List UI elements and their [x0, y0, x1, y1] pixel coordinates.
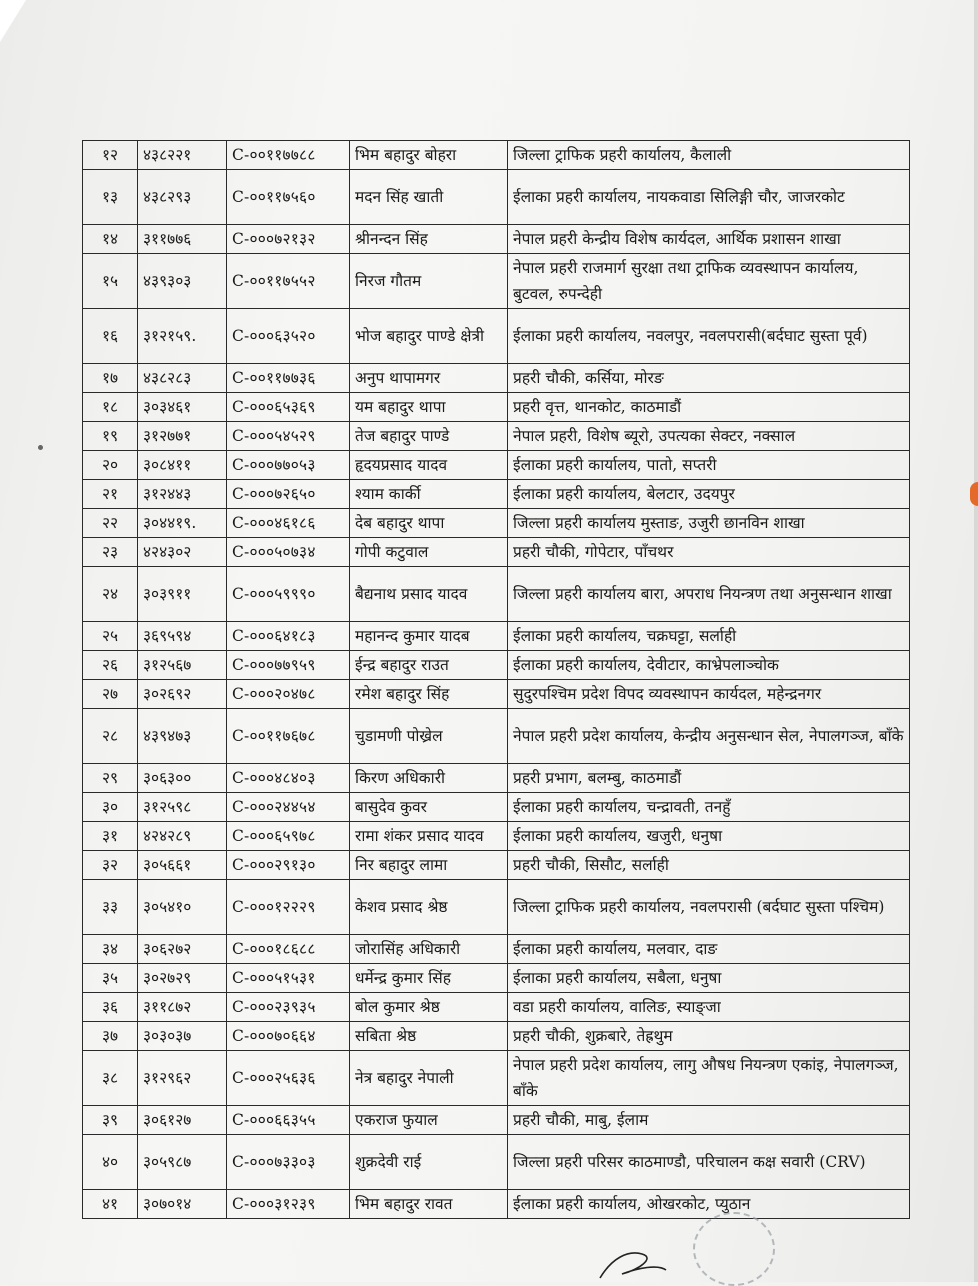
table-row — [83, 567, 910, 622]
table-row — [83, 1135, 910, 1190]
office-cell: ईलाका प्रहरी कार्यालय, नायकवाडा सिलिङ्गी चौर, जाजरकोट — [508, 170, 910, 225]
police-number-cell: ३०८४११ — [138, 451, 227, 480]
office-cell: ईलाका प्रहरी कार्यालय, चन्द्रावती, तनहुँ — [508, 793, 910, 822]
employee-id-cell: C-०००४८४०३ — [227, 764, 350, 793]
table-row — [83, 822, 910, 851]
employee-id-cell: C-०००३१२३९ — [227, 1190, 350, 1219]
serial-number-cell: २२ — [83, 509, 138, 538]
police-number-cell: ४३९३०३ — [138, 254, 227, 309]
office-cell: नेपाल प्रहरी प्रदेश कार्यालय, लागु औषध नियन्त्रण एकांइ, नेपालगञ्ज, बाँके — [508, 1051, 910, 1106]
serial-number-cell: १८ — [83, 393, 138, 422]
name-cell: बासुदेव कुवर — [350, 793, 508, 822]
name-cell: रमेश बहादुर सिंह — [350, 680, 508, 709]
police-number-cell: ३१२७७१ — [138, 422, 227, 451]
name-cell: रामा शंकर प्रसाद यादव — [350, 822, 508, 851]
serial-number-cell: १२ — [83, 141, 138, 170]
office-cell: प्रहरी चौकी, शुक्रबारे, तेह्रथुम — [508, 1022, 910, 1051]
serial-number-cell: १६ — [83, 309, 138, 364]
office-cell: नेपाल प्रहरी केन्द्रीय विशेष कार्यदल, आर्थिक प्रशासन शाखा — [508, 225, 910, 254]
table-row — [83, 1051, 910, 1106]
office-cell: प्रहरी प्रभाग, बलम्बु, काठमाडौं — [508, 764, 910, 793]
office-cell: ईलाका प्रहरी कार्यालय, चक्रघट्टा, सर्लाही — [508, 622, 910, 651]
table-row — [83, 880, 910, 935]
table-row — [83, 993, 910, 1022]
signature-scribble — [598, 1248, 668, 1282]
name-cell: केशव प्रसाद श्रेष्ठ — [350, 880, 508, 935]
name-cell: किरण अधिकारी — [350, 764, 508, 793]
office-cell: प्रहरी चौकी, गोपेटार, पाँचथर — [508, 538, 910, 567]
page-corner-fold — [0, 0, 26, 42]
serial-number-cell: ३८ — [83, 1051, 138, 1106]
name-cell: बोल कुमार श्रेष्ठ — [350, 993, 508, 1022]
office-cell: ईलाका प्रहरी कार्यालय, ओखरकोट, प्युठान — [508, 1190, 910, 1219]
name-cell: भिम बहादुर रावत — [350, 1190, 508, 1219]
serial-number-cell: ३७ — [83, 1022, 138, 1051]
police-number-cell: ३१२९६२ — [138, 1051, 227, 1106]
office-cell: ईलाका प्रहरी कार्यालय, बेलटार, उदयपुर — [508, 480, 910, 509]
table-row — [83, 480, 910, 509]
office-cell: ईलाका प्रहरी कार्यालय, नवलपुर, नवलपरासी(बर्दघाट सुस्ता पूर्व) — [508, 309, 910, 364]
employee-id-cell: C-०००१२२२९ — [227, 880, 350, 935]
employee-id-cell: C-०००७२१३२ — [227, 225, 350, 254]
office-cell: नेपाल प्रहरी प्रदेश कार्यालय, केन्द्रीय अनुसन्धान सेल, नेपालगञ्ज, बाँके — [508, 709, 910, 764]
name-cell: श्याम कार्की — [350, 480, 508, 509]
police-number-cell: ३६९५९४ — [138, 622, 227, 651]
employee-id-cell: C-०००४६१८६ — [227, 509, 350, 538]
serial-number-cell: २५ — [83, 622, 138, 651]
office-cell: ईलाका प्रहरी कार्यालय, देवीटार, काभ्रेपलाञ्चोक — [508, 651, 910, 680]
serial-number-cell: ३१ — [83, 822, 138, 851]
table-row — [83, 764, 910, 793]
employee-id-cell: C-०००७७९५९ — [227, 651, 350, 680]
table-row — [83, 170, 910, 225]
table-row — [83, 364, 910, 393]
employee-id-cell: C-०००५९९९० — [227, 567, 350, 622]
table-row — [83, 393, 910, 422]
employee-id-cell: C-०००७७०५३ — [227, 451, 350, 480]
name-cell: सबिता श्रेष्ठ — [350, 1022, 508, 1051]
table-row — [83, 793, 910, 822]
employee-id-cell: C-०००१८६८८ — [227, 935, 350, 964]
police-number-cell: ३०५९८७ — [138, 1135, 227, 1190]
name-cell: निरज गौतम — [350, 254, 508, 309]
serial-number-cell: २१ — [83, 480, 138, 509]
name-cell: शुक्रदेवी राई — [350, 1135, 508, 1190]
table-row — [83, 680, 910, 709]
office-cell: जिल्ला ट्राफिक प्रहरी कार्यालय, नवलपरासी (बर्दघाट सुस्ता पश्चिम) — [508, 880, 910, 935]
employee-id-cell: C-०००२९१३० — [227, 851, 350, 880]
serial-number-cell: ३३ — [83, 880, 138, 935]
employee-id-cell: C-०००५०७३४ — [227, 538, 350, 567]
table-row — [83, 622, 910, 651]
name-cell: यम बहादुर थापा — [350, 393, 508, 422]
office-cell: ईलाका प्रहरी कार्यालय, पातो, सप्तरी — [508, 451, 910, 480]
serial-number-cell: १५ — [83, 254, 138, 309]
name-cell: ईन्द्र बहादुर राउत — [350, 651, 508, 680]
personnel-table — [82, 140, 910, 1219]
name-cell: महानन्द कुमार यादब — [350, 622, 508, 651]
name-cell: धर्मेन्द्र कुमार सिंह — [350, 964, 508, 993]
table-row — [83, 709, 910, 764]
office-cell: नेपाल प्रहरी राजमार्ग सुरक्षा तथा ट्राफिक व्यवस्थापन कार्यालय, बुटवल, रुपन्देही — [508, 254, 910, 309]
employee-id-cell: C-००११७६७८ — [227, 709, 350, 764]
employee-id-cell: C-०००२०४७८ — [227, 680, 350, 709]
office-cell: प्रहरी वृत्त, थानकोट, काठमाडौं — [508, 393, 910, 422]
employee-id-cell: C-०००६३५२० — [227, 309, 350, 364]
name-cell: भोज बहादुर पाण्डे क्षेत्री — [350, 309, 508, 364]
table-row — [83, 451, 910, 480]
police-number-cell: ३०६३०० — [138, 764, 227, 793]
employee-id-cell: C-०००२३९३५ — [227, 993, 350, 1022]
employee-id-cell: C-०००७०६६४ — [227, 1022, 350, 1051]
office-cell: सुदुरपश्चिम प्रदेश विपद व्यवस्थापन कार्यदल, महेन्द्रनगर — [508, 680, 910, 709]
serial-number-cell: ३९ — [83, 1106, 138, 1135]
police-number-cell: ३०५६६१ — [138, 851, 227, 880]
police-number-cell: ४३८२९३ — [138, 170, 227, 225]
name-cell: श्रीनन्दन सिंह — [350, 225, 508, 254]
table-row — [83, 1022, 910, 1051]
office-cell: जिल्ला प्रहरी कार्यालय मुस्ताङ, उजुरी छानविन शाखा — [508, 509, 910, 538]
employee-id-cell: C-०००५१५३१ — [227, 964, 350, 993]
police-number-cell: ३११७७६ — [138, 225, 227, 254]
police-number-cell: ४२४३०२ — [138, 538, 227, 567]
police-number-cell: ३०२६९२ — [138, 680, 227, 709]
employee-id-cell: C-०००७३३०३ — [227, 1135, 350, 1190]
office-cell: ईलाका प्रहरी कार्यालय, मलवार, दाङ — [508, 935, 910, 964]
office-cell: ईलाका प्रहरी कार्यालय, सबैला, धनुषा — [508, 964, 910, 993]
employee-id-cell: C-००११७७३६ — [227, 364, 350, 393]
office-cell: प्रहरी चौकी, कर्सिया, मोरङ — [508, 364, 910, 393]
table-row — [83, 935, 910, 964]
table-row — [83, 651, 910, 680]
table-row — [83, 309, 910, 364]
employee-id-cell: C-०००२४४५४ — [227, 793, 350, 822]
police-number-cell: ३०३९११ — [138, 567, 227, 622]
serial-number-cell: १९ — [83, 422, 138, 451]
police-number-cell: ३१२१५९. — [138, 309, 227, 364]
police-number-cell: ३०२७२९ — [138, 964, 227, 993]
personnel-table-body — [83, 141, 910, 1219]
serial-number-cell: २८ — [83, 709, 138, 764]
table-row — [83, 225, 910, 254]
table-row — [83, 964, 910, 993]
table-row — [83, 1106, 910, 1135]
serial-number-cell: २९ — [83, 764, 138, 793]
serial-number-cell: १३ — [83, 170, 138, 225]
name-cell: देब बहादुर थापा — [350, 509, 508, 538]
orange-marker — [970, 482, 978, 506]
employee-id-cell: C-०००७२६५० — [227, 480, 350, 509]
employee-id-cell: C-०००६६३५५ — [227, 1106, 350, 1135]
police-number-cell: ३१२५६७ — [138, 651, 227, 680]
serial-number-cell: ३२ — [83, 851, 138, 880]
serial-number-cell: १४ — [83, 225, 138, 254]
employee-id-cell: C-०००२५६३६ — [227, 1051, 350, 1106]
office-cell: प्रहरी चौकी, सिसौट, सर्लाही — [508, 851, 910, 880]
page-edge — [974, 0, 978, 1282]
table-row — [83, 141, 910, 170]
name-cell: निर बहादुर लामा — [350, 851, 508, 880]
name-cell: नेत्र बहादुर नेपाली — [350, 1051, 508, 1106]
serial-number-cell: २७ — [83, 680, 138, 709]
table-row — [83, 509, 910, 538]
office-cell: नेपाल प्रहरी, विशेष ब्यूरो, उपत्यका सेक्टर, नक्साल — [508, 422, 910, 451]
name-cell: बैद्यनाथ प्रसाद यादव — [350, 567, 508, 622]
police-number-cell: ३०७०१४ — [138, 1190, 227, 1219]
employee-id-cell: C-००११७७८८ — [227, 141, 350, 170]
table-row — [83, 1190, 910, 1219]
name-cell: गोपी कटुवाल — [350, 538, 508, 567]
police-number-cell: ३०६१२७ — [138, 1106, 227, 1135]
name-cell: हृदयप्रसाद यादव — [350, 451, 508, 480]
office-cell: जिल्ला प्रहरी परिसर काठमाण्डौ, परिचालन कक्ष सवारी (CRV) — [508, 1135, 910, 1190]
police-number-cell: ३११८७२ — [138, 993, 227, 1022]
serial-number-cell: २६ — [83, 651, 138, 680]
serial-number-cell: ३० — [83, 793, 138, 822]
serial-number-cell: ३६ — [83, 993, 138, 1022]
employee-id-cell: C-०००६४१८३ — [227, 622, 350, 651]
office-cell: वडा प्रहरी कार्यालय, वालिङ, स्याङ्जा — [508, 993, 910, 1022]
margin-dot — [38, 445, 43, 450]
police-number-cell: ३०३४६१ — [138, 393, 227, 422]
employee-id-cell: C-००११७५५२ — [227, 254, 350, 309]
police-number-cell: ३०४४१९. — [138, 509, 227, 538]
employee-id-cell: C-००११७५६० — [227, 170, 350, 225]
employee-id-cell: C-०००५४५२९ — [227, 422, 350, 451]
police-number-cell: ४३९४७३ — [138, 709, 227, 764]
serial-number-cell: ४० — [83, 1135, 138, 1190]
office-seal-stamp — [693, 1212, 775, 1286]
serial-number-cell: २३ — [83, 538, 138, 567]
police-number-cell: ३०५४१० — [138, 880, 227, 935]
police-number-cell: ४३८२८३ — [138, 364, 227, 393]
office-cell: जिल्ला प्रहरी कार्यालय बारा, अपराध नियन्त्रण तथा अनुसन्धान शाखा — [508, 567, 910, 622]
name-cell: अनुप थापामगर — [350, 364, 508, 393]
name-cell: चुडामणी पोख्रेल — [350, 709, 508, 764]
office-cell: प्रहरी चौकी, माबु, ईलाम — [508, 1106, 910, 1135]
serial-number-cell: ३५ — [83, 964, 138, 993]
serial-number-cell: २० — [83, 451, 138, 480]
name-cell: भिम बहादुर बोहरा — [350, 141, 508, 170]
employee-id-cell: C-०००६५९७८ — [227, 822, 350, 851]
name-cell: एकराज फुयाल — [350, 1106, 508, 1135]
police-number-cell: ३०६२७२ — [138, 935, 227, 964]
police-number-cell: ३१२५९८ — [138, 793, 227, 822]
police-number-cell: ३१२४४३ — [138, 480, 227, 509]
office-cell: ईलाका प्रहरी कार्यालय, खजुरी, धनुषा — [508, 822, 910, 851]
name-cell: जोरासिंह अधिकारी — [350, 935, 508, 964]
table-row — [83, 422, 910, 451]
office-cell: जिल्ला ट्राफिक प्रहरी कार्यालय, कैलाली — [508, 141, 910, 170]
serial-number-cell: २४ — [83, 567, 138, 622]
police-number-cell: ४२४२८९ — [138, 822, 227, 851]
police-number-cell: ३०३०३७ — [138, 1022, 227, 1051]
employee-id-cell: C-०००६५३६९ — [227, 393, 350, 422]
name-cell: मदन सिंह खाती — [350, 170, 508, 225]
table-row — [83, 851, 910, 880]
serial-number-cell: ४१ — [83, 1190, 138, 1219]
serial-number-cell: १७ — [83, 364, 138, 393]
table-row — [83, 538, 910, 567]
table-row — [83, 254, 910, 309]
police-number-cell: ४३८२२१ — [138, 141, 227, 170]
serial-number-cell: ३४ — [83, 935, 138, 964]
name-cell: तेज बहादुर पाण्डे — [350, 422, 508, 451]
